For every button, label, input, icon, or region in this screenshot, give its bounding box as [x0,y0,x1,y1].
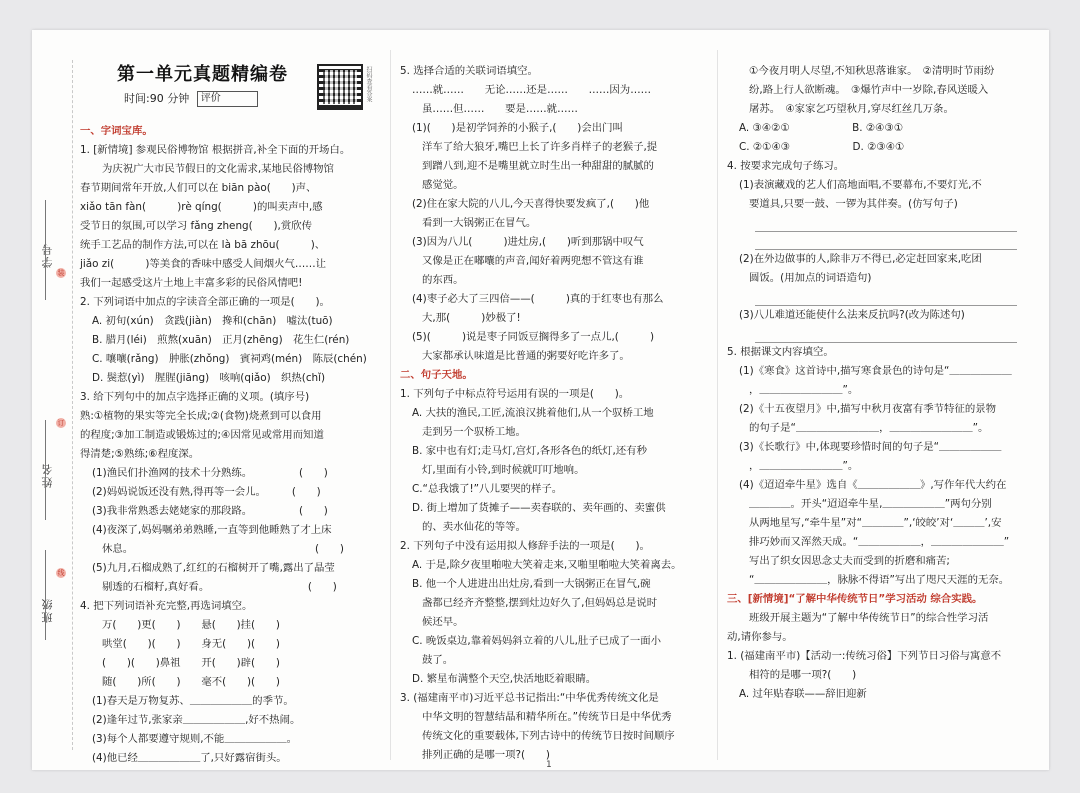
text-line: ①今夜月明人尽望,不知秋思落谁家。 ②清明时节雨纷 [749,65,995,77]
text-line: 传统文化的重要载体,下列古诗中的传统节日按时间顺序 [422,730,675,742]
text-line: ，＿＿＿＿＿＿＿＿”。 [749,460,859,472]
text-line: 纷,路上行人欲断魂。 ③爆竹声中一岁除,春风送暖入 [749,84,989,96]
text-line: 排列正确的是哪一项?( ) [422,749,550,761]
text-line: 大,那( )妙极了! [422,312,521,324]
seal-dot: 装 [57,269,65,277]
text-line: 圆饭。(用加点的词语造句) [749,272,872,284]
text-line: 2. 下列词语中加点的字读音全部正确的一项是( )。 [80,296,330,308]
page-title: 第一单元真题精编卷 [117,64,288,85]
text-line: 走到另一个驭桥工地。 [422,426,526,438]
text-line: D. 街上增加了货摊子——卖春联的、卖年画的、卖蜜供 [412,502,666,514]
text-line: 要道具,只要一鼓、一锣为其伴奏。(仿写句子) [749,198,958,210]
text-line: jiǎo zi( )等美食的香味中感受人间烟火气……让 [80,258,327,270]
text-line: 2. 下列句子中没有运用拟人修辞手法的一项是( )。 [400,540,650,552]
text-line: 写出了织女因思念丈夫而受到的折磨和痛苦; [749,555,950,567]
text-line: 动,请你参与。 [727,631,793,643]
binding-line [72,60,73,750]
answer-line[interactable] [755,288,1017,306]
text-line: (1)春天是万物复苏、＿＿＿＿＿＿的季节。 [92,695,294,707]
column-divider [717,50,718,760]
text-line: 排巧妙而又浑然天成。“＿＿＿＿＿＿，＿＿＿＿＿＿＿” [749,536,1010,548]
text-line: 看到一大锅粥正在冒气。 [422,217,537,229]
text-line: 剔透的石榴籽,真好看。 ( ) [102,581,337,593]
text-line: D. 鬓惹(yì) 腥腥(jiāng) 咳响(qiǎo) 织热(chǐ) [92,372,326,384]
text-line: 1. [新情境] 参观民俗博物馆 根据拼音,补全下面的开场白。 [80,144,351,156]
answer-line[interactable] [755,325,1017,343]
text-line: B. 他一个人进进出出灶房,看到一大锅粥正在冒气,碗 [412,578,651,590]
text-line: 候还早。 [422,616,464,628]
qr-code-icon[interactable] [317,64,363,110]
text-line: 洋车了给大狼牙,嘴巴上长了许多肖样子的老猴子,提 [422,141,658,153]
column-right [727,62,1037,704]
text-line: A. 过年贴春联——辞旧迎新 [739,688,867,700]
time-label: 时间:90 分钟 [124,92,190,105]
text-line: 3. (福建南平市)习近平总书记指出:“中华优秀传统文化是 [400,692,659,704]
text-line: 为庆祝广大市民节假日的文化需求,某地民俗博物馆 [102,163,334,175]
text-line: 从两地星写,“牵牛星”对“＿＿＿＿”,‘皎皎’对‘＿＿＿’,安 [749,517,1002,529]
text-line: A. ③④②① B. ②④③① [739,122,904,134]
text-line: 灯,里面有小铃,到时候就叮叮地响。 [422,464,585,476]
text-line: (1)《寒食》这首诗中,描写寒食景色的诗句是“＿＿＿＿＿＿ [739,365,1012,377]
text-line: (1)渔民们扑渔网的技术十分熟练。 ( ) [92,467,328,479]
text-line: 虽……但…… 要是……就…… [422,103,578,115]
text-line: (3)《长歌行》中,体现要珍惜时间的句子是“＿＿＿＿＿＿ [739,441,1002,453]
text-line: (4)枣子必大了三四倍——( )真的于红枣也有那么 [412,293,664,305]
text-line: “＿＿＿＿＿＿＿，脉脉不得语”写出了咫尺天涯的无奈。 [749,574,1010,586]
text-line: (3)我非常熟悉去姥姥家的那段路。 ( ) [92,505,328,517]
text-line: 3. 给下列句中的加点字选择正确的义项。(填序号) [80,391,310,403]
section-heading: 二、句子天地。 [400,369,473,381]
text-line: 哄堂( )( ) 身无( )( ) [102,638,280,650]
text-line: 屠苏。 ④家家乞巧望秋月,穿尽红丝几万条。 [749,103,954,115]
text-line: (5)九月,石榴成熟了,红红的石榴树开了嘴,露出了晶莹 [92,562,335,574]
page-number: 1 [546,760,552,770]
answer-line[interactable] [755,232,1017,250]
text-line: 休息。 ( ) [102,543,344,555]
text-line: xiǎo tān fàn( )rè qíng( )的叫卖声中,感 [80,201,323,213]
text-line: 的程度;③加工制造或锻炼过的;④因常见或常用而知道 [80,429,324,441]
text-line: 统手工艺品的制作方法,可以在 là bā zhōu( )、 [80,239,326,251]
text-line: 感觉觉。 [422,179,464,191]
text-line: (2)在外边做事的人,除非万不得已,必定赶回家来,吃团 [739,253,982,265]
id-field[interactable] [45,200,46,300]
text-line: C. 晚饭桌边,靠着妈妈斜立着的八儿,肚子已成了一面小 [412,635,662,647]
column-middle [400,62,710,765]
text-line: (4)他已经＿＿＿＿＿＿了,只好露宿街头。 [92,752,287,764]
text-line: (3)八儿难道还能使什么法来反抗吗?(改为陈述句) [739,309,965,321]
text-line: ……就…… 无论……还是…… ……因为…… [412,84,651,96]
qr-caption: 扫码查看答案 [365,66,372,102]
id-label: 学号 [41,242,54,268]
text-line: (4)《迢迢牵牛星》选自《＿＿＿＿＿＿》,写作年代大约在 [739,479,1007,491]
text-line: (2)《十五夜望月》中,描写中秋月夜富有季节特征的景物 [739,403,997,415]
text-line: 到蹭八到,迎不是嘴里就立时生出一种甜甜的腻腻的 [422,160,654,172]
text-line: (5)( )说是枣子同饭豆搁得多了一点儿,( ) [412,331,655,343]
text-line: (2)住在家大院的八儿,今天喜得快要发疯了,( )他 [412,198,650,210]
text-line: 中华文明的智慧结晶和精华所在。”传统节日是中华优秀 [422,711,672,723]
text-line: 的、卖水仙花的等等。 [422,521,526,533]
text-line: 相符的是哪一项?( ) [749,669,857,681]
text-line: 5. 根据课文内容填空。 [727,346,834,358]
name-label: 姓名 [41,462,54,488]
text-line: (3)因为八儿( )进灶房,( )听到那锅中叹气 [412,236,644,248]
seal-dot: 线 [57,569,65,577]
text-line: (2)逢年过节,张家亲＿＿＿＿＿＿,好不热闹。 [92,714,301,726]
text-line: A. 于是,除夕夜里啪啦大笑着走来,又啪里啪啦大笑着离去。 [412,559,682,571]
text-line: 大家都承认味道是比普通的粥要好吃许多了。 [422,350,630,362]
text-line: B. 家中也有灯;走马灯,宫灯,各形各色的纸灯,还有秒 [412,445,647,457]
text-line: (4)夜深了,妈妈嘱弟弟熟睡,一直等到他睡熟了才上床 [92,524,332,536]
text-line: D. 繁星布满整个天空,快活地眨着眼睛。 [412,673,597,685]
text-line: 班级开展主题为“了解中华传统节日”的综合性学习活 [749,612,989,624]
text-line: (1)( )是初学饲养的小猴子,( )会出门叫 [412,122,623,134]
text-line: 鼓了。 [422,654,454,666]
text-line: 4. 把下列词语补充完整,再选词填空。 [80,600,253,612]
text-line: A. 初旬(xún) 贪践(jiàn) 搀和(chān) 嘘汰(tuō) [92,315,333,327]
text-line: C.“总我饿了!”八儿要哭的样子。 [412,483,563,495]
text-line: 4. 按要求完成句子练习。 [727,160,845,172]
text-line: (2)妈妈说饭还没有熟,得再等一会儿。 ( ) [92,486,321,498]
class-label: 班级 [41,597,54,623]
text-line: A. 大扶的渔民,工匠,流浪汉挑着他们,从一个驭桥工地 [412,407,654,419]
text-line: 1. 下列句子中标点符号运用有误的一项是( )。 [400,388,630,400]
text-line: ，＿＿＿＿＿＿＿＿”。 [749,384,859,396]
text-line: 盏都已经齐齐整整,摆到灶边好久了,但妈妈总是说时 [422,597,658,609]
text-line: 随( )所( ) 毫不( )( ) [102,676,280,688]
section-heading: 三、[新情境]“了解中华传统节日”学习活动 综合实践。 [727,593,983,605]
name-field[interactable] [45,420,46,520]
text-line: (1)表演藏戏的艺人们高地面唱,不要幕布,不要灯光,不 [739,179,982,191]
text-line: C. ②①④③ D. ②③④① [739,141,905,153]
text-line: 5. 选择合适的关联词语填空。 [400,65,538,77]
answer-line[interactable] [755,214,1017,232]
text-line: ＿＿＿＿。开头“迢迢牵牛星,＿＿＿＿＿＿”两句分别 [749,498,992,510]
text-line: 万( )更( ) 悬( )挂( ) [102,619,280,631]
text-line: 春节期间常年开放,人们可以在 biān pào( )声、 [80,182,317,194]
seal-dot: 订 [57,419,65,427]
class-field[interactable] [45,550,46,640]
text-line: 得清楚;⑤熟练;⑥程度深。 [80,448,200,460]
column-left [80,122,380,768]
text-line: C. 嚷嚷(rǎng) 肿胀(zhǒng) 賓祠鸡(mén) 陈辰(chén) [92,353,367,365]
text-line: (3)每个人都要遵守规则,不能＿＿＿＿＿＿。 [92,733,298,745]
text-line: ( )( )鼻祖 开( )辟( ) [102,657,280,669]
text-line: 又像是正在嘟囔的声音,闻好着两兜想不管这有谁 [422,255,644,267]
text-line: B. 腊月(léi) 煎熬(xuān) 正月(zhēng) 花生仁(rén) [92,334,350,346]
text-line: 的句子是“＿＿＿＿＿＿＿＿，＿＿＿＿＿＿＿＿”。 [749,422,989,434]
exam-page [32,30,1049,770]
text-line: 的东西。 [422,274,464,286]
text-line: 我们一起感受这片土地上丰富多彩的民俗风情吧! [80,277,303,289]
text-line: 熟:①植物的果实等完全长成;②(食物)烧煮到可以食用 [80,410,322,422]
text-line: 1. (福建南平市)【活动一:传统习俗】下列节日习俗与寓意不 [727,650,1002,662]
time-info [124,90,258,107]
text-line: 受节日的氛围,可以学习 fǎng zheng( ),赏欣传 [80,220,312,232]
column-divider [390,50,391,760]
section-heading: 一、字词宝库。 [80,125,153,137]
eval-box[interactable]: 评价 [197,91,258,107]
